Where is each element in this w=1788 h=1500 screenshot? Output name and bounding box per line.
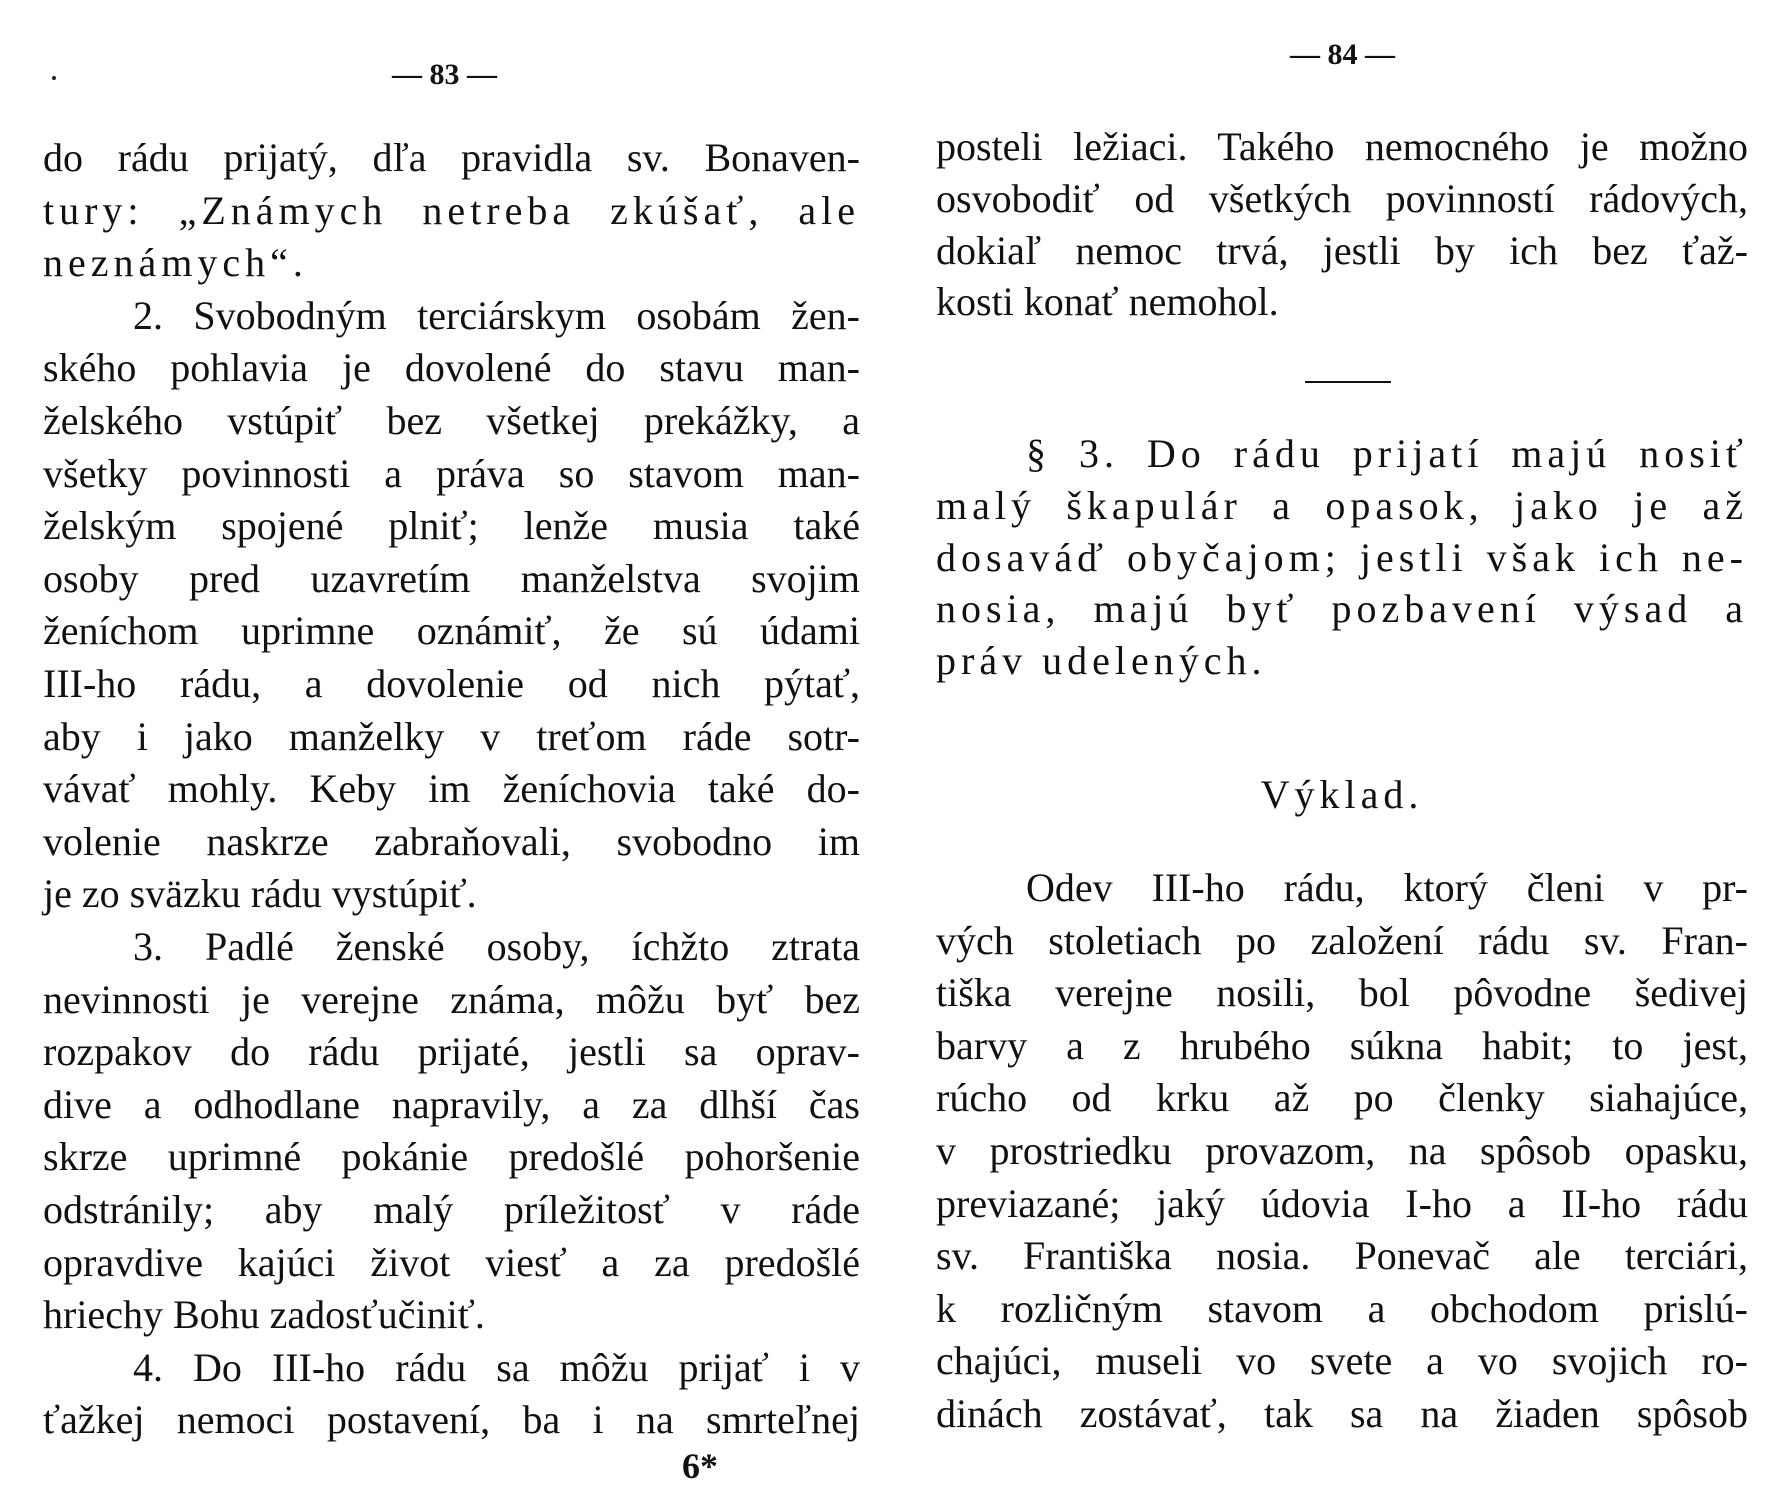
text-line: je zo sväzku rádu vystúpiť.: [43, 871, 477, 917]
text-line: 4. Do III-ho rádu sa môžu prijať i v: [133, 1344, 860, 1390]
print-speck: [52, 76, 56, 80]
text-line: osvobodiť od všetkých povinností rádových,: [936, 175, 1748, 221]
text-line: Odev III-ho rádu, ktorý členi v pr-: [1026, 865, 1748, 910]
text-line: do rádu prijatý, dľa pravidla sv. Bonaven-: [43, 135, 860, 180]
text-line: všetky povinnosti a práva so stavom man-: [43, 450, 860, 496]
text-line: osoby pred uzavretím manželstva svojim: [43, 555, 860, 601]
page-number-left: — 83 —: [392, 58, 497, 91]
text-line: chajúci, museli vo svete a vo svojich ro-: [936, 1338, 1748, 1384]
text-line: dosaváď obyčajom; jestli však ich ne-: [936, 534, 1748, 580]
text-line: želským spojené plniť; lenže musia také: [43, 503, 860, 549]
text-line: odstránily; aby malý príležitosť v ráde: [43, 1187, 860, 1232]
text-line: malý škapulár a opasok, jako je až: [936, 482, 1748, 528]
page-number-right: — 84 —: [1290, 38, 1395, 71]
text-line: III-ho rádu, a dovolenie od nich pýtať,: [43, 661, 860, 706]
text-line: ženíchom uprimne oznámiť, že sú údami: [43, 608, 860, 654]
text-line: práv udelených.: [936, 638, 1267, 684]
text-line: želského vstúpiť bez všetkej prekážky, a: [43, 398, 860, 443]
text-line: dokiaľ nemoc trvá, jestli by ich bez ťaž-: [936, 227, 1748, 273]
text-line: 3. Padlé ženské osoby, íchžto ztrata: [133, 924, 860, 969]
text-line: v prostriedku provazom, na spôsob opasku,: [936, 1128, 1748, 1173]
text-line: nosia, majú byť pozbavení výsad a: [936, 586, 1748, 632]
text-line: vávať mohly. Keby im ženíchovia také do-: [43, 766, 860, 812]
text-line: previazané; jaký údovia I-ho a II-ho rádu: [936, 1180, 1748, 1226]
section-divider: [1305, 381, 1391, 383]
text-line: ťažkej nemoci postavení, ba i na smrteľnej: [43, 1397, 860, 1443]
text-line: hriechy Bohu zadosťučiniť.: [43, 1292, 485, 1338]
text-line: barvy a z hrubého súkna habit; to jest,: [936, 1022, 1748, 1068]
text-line: vých stoletiach po založení rádu sv. Fran-: [936, 917, 1748, 963]
text-line: skrze uprimné pokánie predošlé pohoršenie: [43, 1134, 860, 1180]
text-line: rúcho od krku až po členky siahajúce,: [936, 1075, 1748, 1121]
text-line: ského pohlavia je dovolené do stavu man-: [43, 345, 860, 391]
text-line: § 3. Do rádu prijatí majú nosiť: [1026, 431, 1748, 476]
text-line: dive a odhodlane napravily, a za dlhší čas: [43, 1081, 860, 1127]
text-line: k rozličným stavom a obchodom prislú-: [936, 1285, 1748, 1331]
text-line: kosti konať nemohol.: [936, 279, 1279, 325]
text-line: dinách zostávať, tak sa na žiaden spôsob: [936, 1391, 1748, 1436]
text-line: 2. Svobodným terciárskym osobám žen-: [133, 292, 860, 338]
text-line: neznámych“.: [43, 240, 308, 286]
text-line: aby i jako manželky v treťom ráde sotr-: [43, 713, 860, 759]
text-line: tury: „Známych netreba zkúšať, ale: [43, 187, 860, 233]
text-line: nevinnosti je verejne známa, môžu byť bez: [43, 976, 860, 1022]
text-line: posteli ležiaci. Takého nemocného je možno: [936, 124, 1748, 169]
section-heading: Výklad.: [1260, 772, 1424, 817]
footer-signature: 6*: [682, 1446, 718, 1486]
text-line: volenie naskrze zabraňovali, svobodno im: [43, 818, 860, 864]
text-line: opravdive kajúci život viesť a za predošlé: [43, 1239, 860, 1285]
text-line: rozpakov do rádu prijaté, jestli sa oprav-: [43, 1029, 860, 1075]
text-line: sv. Františka nosia. Ponevač ale terciári,: [936, 1233, 1748, 1279]
text-line: tiška verejne nosili, bol pôvodne šedivej: [936, 970, 1748, 1016]
